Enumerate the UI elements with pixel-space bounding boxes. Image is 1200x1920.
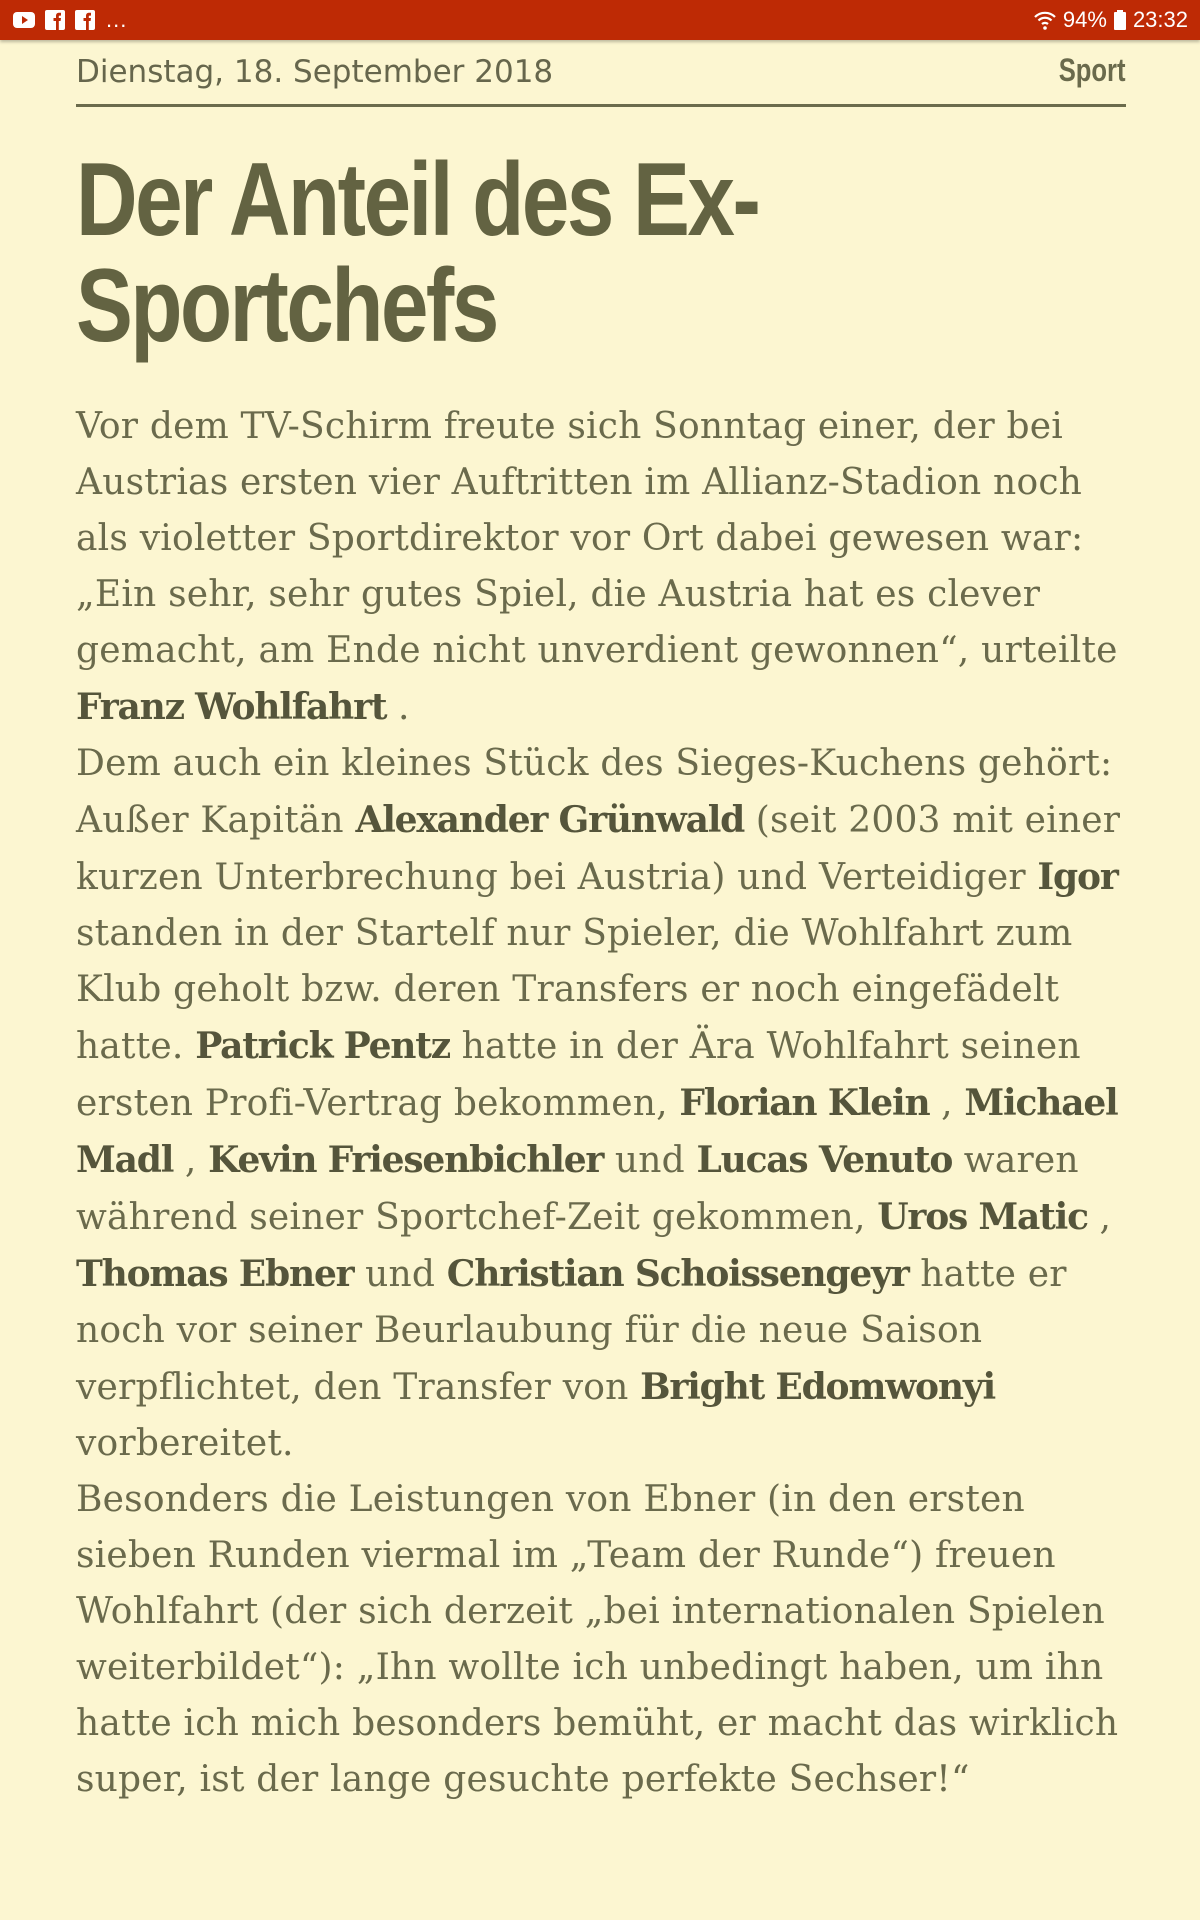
article — [76, 40, 1126, 1808]
person-name: Lucas Venuto — [696, 1139, 953, 1181]
person-name: Kevin Friesenbichler — [208, 1139, 604, 1181]
more-notifications-indicator: ... — [106, 7, 128, 32]
facebook-icon — [74, 9, 96, 31]
text: und — [603, 1140, 697, 1181]
person-name: Thomas Ebner — [76, 1253, 354, 1295]
person-name: Igor — [1037, 856, 1118, 898]
system-status-area — [1033, 8, 1188, 32]
text: hatte er noch vor seiner Beurlaubung für die neue Saison verpflichtet, den Transfer von — [76, 1254, 1067, 1408]
battery-icon — [1113, 9, 1127, 31]
text: (seit 2003 mit einer kurzen Unterbrechung bei Austria) und Verteidiger — [76, 800, 1121, 898]
person-name: Franz Wohlfahrt — [76, 686, 387, 728]
section-label: Sport — [1059, 52, 1126, 88]
article-body[interactable] — [76, 399, 1126, 1808]
clock: 23:32 — [1132, 7, 1188, 32]
text: Dem auch ein kleines Stück des Sieges-Kuchens gehört: Außer Kapitän — [76, 743, 1113, 841]
paragraph-2 — [76, 736, 1126, 1472]
text: Besonders die Leistungen von Ebner (in den ersten sieben Runden viermal im „Team der Runde“) freuen Wohlfahrt (der sich derzeit „bei internationalen Spielen weiterbildet“): „Ihn wollte ich unbedingt haben, um ihn hatte ich mich besonders bemüht, er macht das wirklich super, ist der lange gesuchte perfekte Sechser!“ — [76, 1479, 1119, 1800]
person-name: Uros Matic — [877, 1196, 1088, 1238]
paragraph-1 — [76, 399, 1126, 736]
text: , — [929, 1083, 965, 1124]
person-name: Bright Edomwonyi — [640, 1366, 996, 1408]
text: , — [1087, 1197, 1112, 1238]
text: waren während seiner Sportchef-Zeit gekommen, — [76, 1140, 1079, 1238]
youtube-icon — [12, 10, 36, 30]
person-name: Florian Klein — [679, 1082, 930, 1124]
article-header — [76, 40, 1126, 107]
battery-percentage: 94% — [1062, 7, 1107, 32]
person-name: Alexander Grünwald — [355, 799, 745, 841]
text: , — [173, 1140, 209, 1181]
text: und — [353, 1254, 447, 1295]
text: . — [386, 687, 410, 728]
wifi-icon — [1033, 9, 1057, 31]
person-name: Michael Madl — [76, 1082, 1118, 1181]
status-bar — [0, 0, 1200, 40]
person-name: Patrick Pentz — [195, 1025, 450, 1067]
paragraph-3 — [76, 1472, 1126, 1808]
text: hatte in der Ära Wohlfahrt seinen ersten Profi-Vertrag bekommen, — [76, 1026, 1081, 1124]
text: standen in der Startelf nur Spieler, die Wohlfahrt zum Klub geholt bzw. deren Transfers er noch eingefädelt hatte. — [76, 913, 1073, 1067]
text: vorbereitet. — [76, 1423, 294, 1464]
publication-date: Dienstag, 18. September 2018 — [76, 54, 554, 90]
person-name: Christian Schoissengeyr — [446, 1253, 909, 1295]
facebook-icon — [44, 9, 66, 31]
text: Vor dem TV-Schirm freute sich Sonntag einer, der bei Austrias ersten vier Auftritten im Allianz-Stadion noch als violetter Sportdirektor vor Ort dabei gewesen war: „Ein sehr, sehr gutes Spiel, die Austria hat es clever gemacht, am Ende nicht unverdient gewonnen“, urteilte — [76, 406, 1118, 671]
notification-area — [12, 8, 127, 32]
headline: Der Anteil des Ex-Sportchefs — [76, 142, 759, 364]
